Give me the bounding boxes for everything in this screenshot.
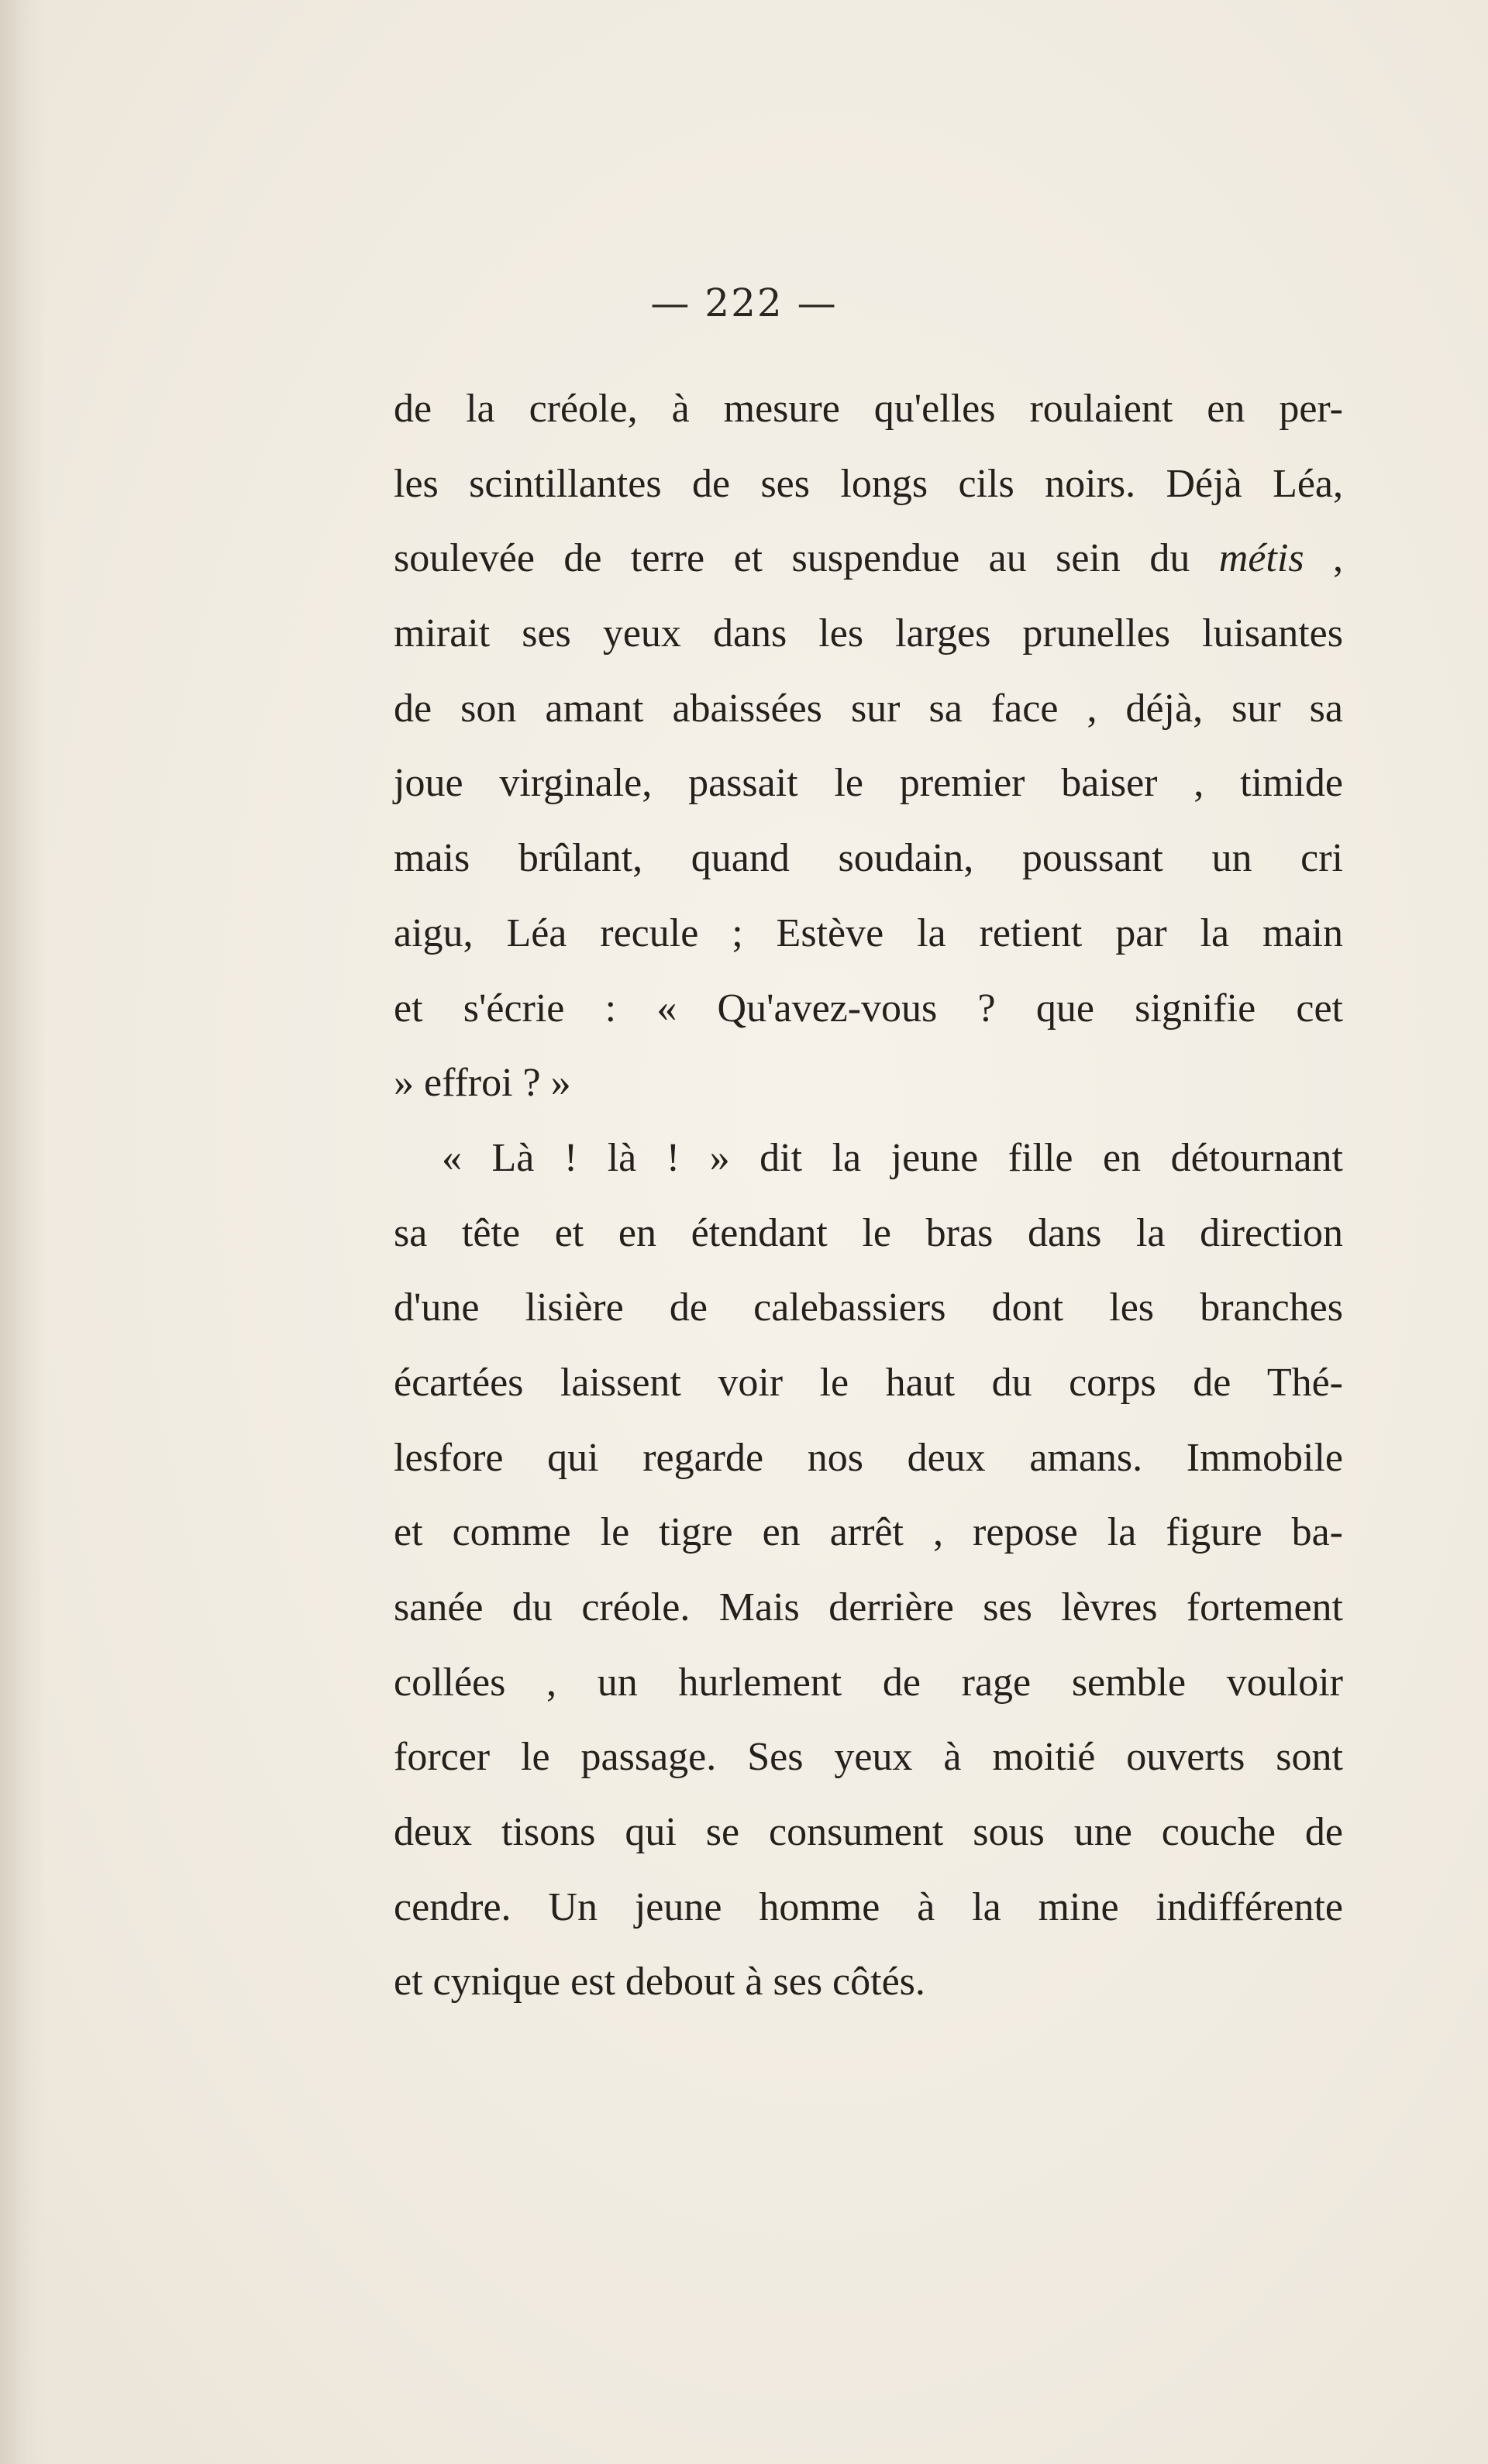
text-line: les scintillantes de ses longs cils noirs. Déjà Léa, [394, 461, 1343, 506]
text-line: aigu, Léa recule ; Estève la retient par la main [394, 910, 1343, 955]
text-line: de son amant abaissées sur sa face , déjà, sur sa [394, 686, 1343, 731]
text-line: de la créole, à mesure qu'elles roulaient en per- [394, 387, 1343, 431]
text-line: « Là ! là ! » dit la jeune fille en détournant [442, 1135, 1343, 1180]
text-line: sa tête et en étendant le bras dans la direction [394, 1210, 1343, 1255]
text-line: et s'écrie : « Qu'avez-vous ? que signifie cet [394, 986, 1343, 1031]
page-gutter-shadow [0, 0, 46, 2464]
text-line: lesfore qui regarde nos deux amans. Immobile [394, 1435, 1343, 1480]
body-text [394, 372, 1343, 2020]
page-number: — 222 — [650, 280, 838, 325]
text-line: collées , un hurlement de rage semble vouloir [394, 1660, 1343, 1705]
text-line: deux tisons qui se consument sous une couche de [394, 1810, 1343, 1855]
text-line [394, 521, 1343, 597]
text-line: mais brûlant, quand soudain, poussant un cri [394, 836, 1343, 881]
text-line: d'une lisière de calebassiers dont les branches [394, 1285, 1343, 1330]
text-line: et comme le tigre en arrêt , repose la figure ba- [394, 1510, 1343, 1555]
italic-word: métis [1218, 536, 1304, 581]
text-line: mirait ses yeux dans les larges prunelles luisantes [394, 611, 1343, 656]
text-line: » effroi ? » [394, 1061, 571, 1106]
text-segment: soulevée de terre et suspendue au sein du [394, 536, 1219, 581]
text-line: joue virginale, passait le premier baiser , timide [394, 761, 1343, 806]
text-segment: , [1304, 536, 1344, 581]
text-line: sanée du créole. Mais derrière ses lèvres fortement [394, 1585, 1343, 1629]
text-line: cendre. Un jeune homme à la mine indifférente [394, 1884, 1343, 1929]
text-line: forcer le passage. Ses yeux à moitié ouverts sont [394, 1735, 1343, 1780]
text-line: et cynique est debout à ses côtés. [394, 1960, 925, 2005]
text-line: écartées laissent voir le haut du corps de Thé- [394, 1360, 1343, 1405]
